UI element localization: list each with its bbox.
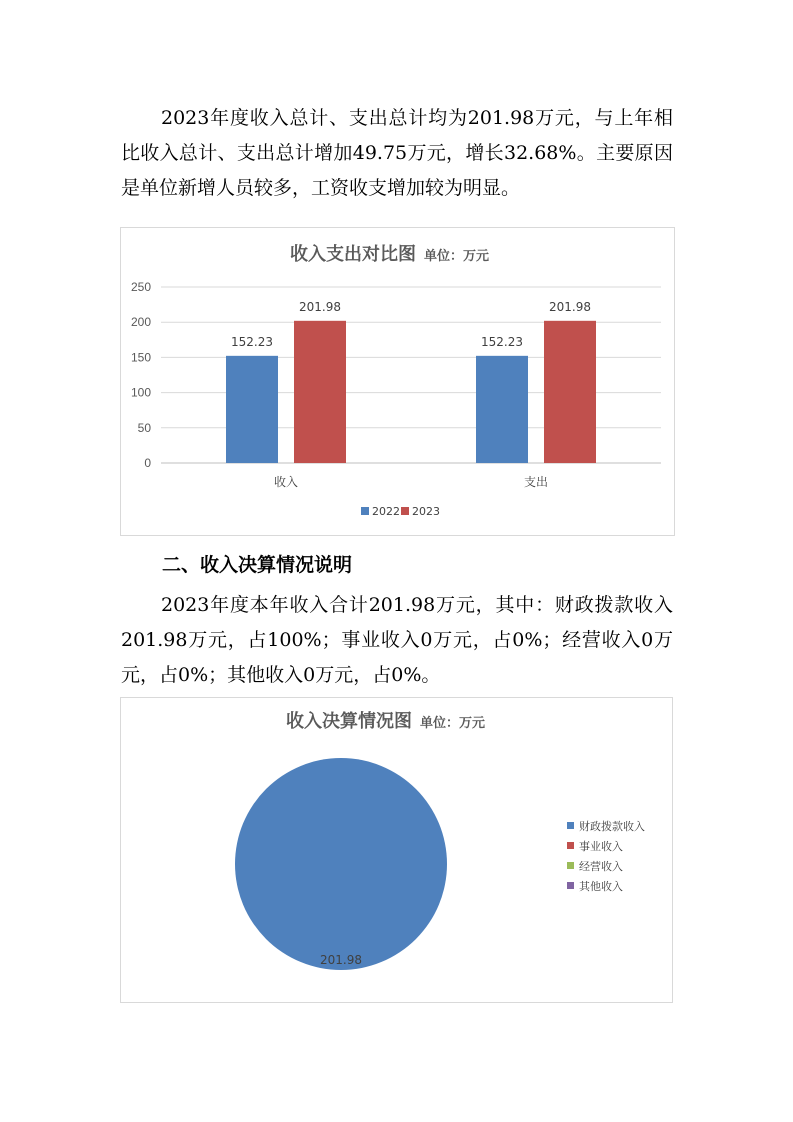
bar-chart-title: 收入支出对比图 xyxy=(290,244,416,265)
pie-slice xyxy=(235,758,447,970)
legend-swatch xyxy=(567,882,574,889)
pie-chart-unit: 单位：万元 xyxy=(420,716,486,731)
legend-swatch xyxy=(361,507,369,515)
income-expense-bar-chart xyxy=(120,227,675,536)
bar-2023 xyxy=(544,321,596,463)
y-tick-label: 150 xyxy=(130,350,151,365)
legend-label: 其他收入 xyxy=(579,880,623,893)
bar-value-label: 152.23 xyxy=(481,334,523,349)
legend-label: 2023 xyxy=(412,505,440,518)
income-pie-chart xyxy=(120,697,673,1003)
legend-swatch xyxy=(567,842,574,849)
summary-paragraph: 2023年度收入总计、支出总计均为201.98万元，与上年相比收入总计、支出总计增加49.75万元，增长32.68%。主要原因是单位新增人员较多，工资收支增加较为明显。 xyxy=(121,107,673,199)
bar-2022 xyxy=(226,356,278,463)
legend-label: 财政拨款收入 xyxy=(579,820,645,833)
legend-swatch xyxy=(567,862,574,869)
pie-chart-title: 收入决算情况图 xyxy=(286,711,412,732)
x-category-label: 收入 xyxy=(273,475,299,489)
bar-value-label: 201.98 xyxy=(549,299,591,314)
x-category-label: 支出 xyxy=(523,475,549,489)
y-tick-label: 200 xyxy=(130,315,151,330)
legend-label: 事业收入 xyxy=(579,840,623,853)
bar-value-label: 201.98 xyxy=(299,299,341,314)
legend-label: 经营收入 xyxy=(579,860,623,873)
pie-chart-svg xyxy=(121,698,672,1002)
legend-swatch xyxy=(567,822,574,829)
income-paragraph: 2023年度本年收入合计201.98万元，其中：财政拨款收入201.98万元，占100%；事业收入0万元，占0%；经营收入0万元，占0%；其他收入0万元，占0%。 xyxy=(121,594,673,686)
section-heading: 二、收入决算情况说明 xyxy=(162,554,353,576)
legend-swatch xyxy=(401,507,409,515)
bar-chart-unit: 单位：万元 xyxy=(424,249,490,264)
y-tick-label: 50 xyxy=(137,420,151,435)
y-tick-label: 0 xyxy=(144,456,151,470)
y-tick-label: 100 xyxy=(130,385,151,400)
pie-value-label: 201.98 xyxy=(320,953,362,967)
y-tick-label: 250 xyxy=(130,280,151,294)
bar-chart-svg xyxy=(121,228,674,535)
bar-2022 xyxy=(476,356,528,463)
bar-value-label: 152.23 xyxy=(231,334,273,349)
bar-2023 xyxy=(294,321,346,463)
legend-label: 2022 xyxy=(372,505,400,518)
